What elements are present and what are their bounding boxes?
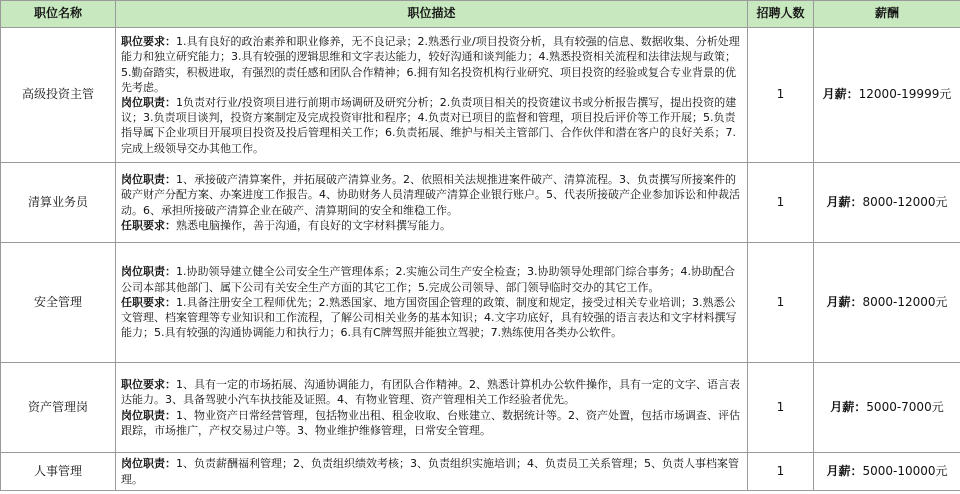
job-section xyxy=(121,172,743,218)
section-label: 职位要求： xyxy=(121,378,176,392)
job-salary xyxy=(814,363,960,453)
job-title: 安全管理 xyxy=(1,243,116,363)
salary-value: 5000-10000元 xyxy=(862,463,948,478)
section-label: 岗位职责： xyxy=(121,457,176,471)
header-description: 职位描述 xyxy=(116,1,748,28)
table-row xyxy=(1,453,960,491)
header-count: 招聘人数 xyxy=(748,1,814,28)
header-row xyxy=(1,1,960,28)
job-section xyxy=(121,34,743,95)
section-label: 岗位职责： xyxy=(121,408,176,422)
salary-label: 月薪： xyxy=(822,87,859,102)
salary-value: 8000-12000元 xyxy=(862,194,948,209)
job-salary xyxy=(814,243,960,363)
job-salary xyxy=(814,163,960,243)
section-text: 1负责对行业/投资项目进行前期市场调研及研究分析；2.负责项目相关的投资建议书或分析报告撰写，提出投资的建议；3.负责项目谈判，投资方案制定及完成投资审批和程序；4.负责对已项目的监督和管理，项目投后评价等工作开展；5.负责指导属下企业项目开展项目投资及投后管理相关工作；6.负责拓展、维护与相关主管部门、合作伙伴和潜在客户的良好关系；7.完成上级领导交办其他工作。 xyxy=(121,96,737,155)
job-description xyxy=(116,28,748,163)
section-label: 岗位职责： xyxy=(121,265,176,279)
header-salary: 薪酬 xyxy=(814,1,960,28)
table-row xyxy=(1,363,960,453)
job-section xyxy=(121,456,743,486)
job-section xyxy=(121,264,743,294)
header-title: 职位名称 xyxy=(1,1,116,28)
job-count: 1 xyxy=(748,363,814,453)
job-title: 人事管理 xyxy=(1,453,116,491)
job-description xyxy=(116,163,748,243)
section-text: 1、物业资产日常经营管理，包括物业出租、租金收取、台账建立、数据统计等。2、资产处置，包括市场调查、评估跟踪，市场推广，产权交易过户等。3、物业维护维修管理，日常安全管理。 xyxy=(121,408,740,437)
salary-label: 月薪： xyxy=(826,194,863,209)
table-row xyxy=(1,28,960,163)
salary-label: 月薪： xyxy=(830,399,867,414)
salary-value: 5000-7000元 xyxy=(866,399,944,414)
table-row xyxy=(1,243,960,363)
job-salary xyxy=(814,453,960,491)
job-section xyxy=(121,295,743,341)
section-label: 岗位职责： xyxy=(121,96,176,109)
salary-value: 12000-19999元 xyxy=(858,87,952,102)
job-section xyxy=(121,408,743,438)
job-count: 1 xyxy=(748,453,814,491)
salary-label: 月薪： xyxy=(826,294,863,309)
section-text: 1、承接破产清算案件，并拓展破产清算业务。2、依照相关法规推进案件破产、清算流程。3、负责撰写所接案件的破产财产分配方案、办案进度工作报告。4、协助财务人员清理破产清算企业银行账户。5、代表所接破产企业参加诉讼和仲裁活动。6、承担所接破产清算企业在破产、清算期间的安全和维稳工作。 xyxy=(121,173,740,217)
section-text: 1.具有良好的政治素养和职业修养，无不良记录；2.熟悉行业/项目投资分析，具有较强的信息、数据收集、分析处理能力和独立研究能力；3.具有较强的逻辑思维和文字表达能力，较好沟通和谈判能力；4.熟悉投资相关流程和法律法规与政策；5.勤奋踏实，积极进取，有强烈的责任感和团队合作精神；6.拥有知名投资机构行业研究、项目投资的经验或复合专业背景的优先考虑。 xyxy=(121,35,740,94)
section-text: 1、具有一定的市场拓展、沟通协调能力，有团队合作精神。2、熟悉计算机办公软件操作，具有一定的文字、语言表达能力。3、具备驾驶小汽车执技能及证照。4、有物业管理、资产管理相关工作经验者优先。 xyxy=(121,378,740,407)
section-text: 1.具备注册安全工程师优先；2.熟悉国家、地方国资国企管理的政策、制度和规定，接受过相关专业培训；3.熟悉公文管理、档案管理等专业知识和工作流程，了解公司相关业务的基本知识；4.文字功底好，具有较强的语言表达和文字材料撰写能力；5.具有较强的沟通协调能力和执行力；6.具有C牌驾照并能独立驾驶；7.熟练使用各类办公软件。 xyxy=(121,295,737,340)
job-title: 清算业务员 xyxy=(1,163,116,243)
job-description xyxy=(116,243,748,363)
job-description xyxy=(116,453,748,491)
job-title: 高级投资主管 xyxy=(1,28,116,163)
table-row xyxy=(1,163,960,243)
section-label: 职位要求： xyxy=(121,35,176,49)
job-count: 1 xyxy=(748,163,814,243)
salary-label: 月薪： xyxy=(826,463,863,478)
section-label: 任职要求： xyxy=(121,218,176,232)
job-section xyxy=(121,95,743,156)
section-text: 1.协助领导建立健全公司安全生产管理体系；2.实施公司生产安全检查；3.协助领导处理部门综合事务；4.协助配合公司本部其他部门、属下公司有关安全生产方面的其它工作；5.完成公司领导、部门领导临时交办的其它工作。 xyxy=(121,265,735,294)
job-count: 1 xyxy=(748,243,814,363)
job-count: 1 xyxy=(748,28,814,163)
job-title: 资产管理岗 xyxy=(1,363,116,453)
job-description xyxy=(116,363,748,453)
section-text: 熟悉电脑操作，善于沟通，有良好的文字材料撰写能力。 xyxy=(176,218,451,232)
section-label: 岗位职责： xyxy=(121,173,176,187)
job-section xyxy=(121,218,743,233)
salary-value: 8000-12000元 xyxy=(862,294,948,309)
job-salary xyxy=(814,28,960,163)
section-label: 任职要求： xyxy=(121,295,176,309)
section-text: 1、负责薪酬福利管理；2、负责组织绩效考核；3、负责组织实施培训；4、负责员工关系管理；5、负责人事档案管理。 xyxy=(121,457,739,486)
job-section xyxy=(121,377,743,407)
